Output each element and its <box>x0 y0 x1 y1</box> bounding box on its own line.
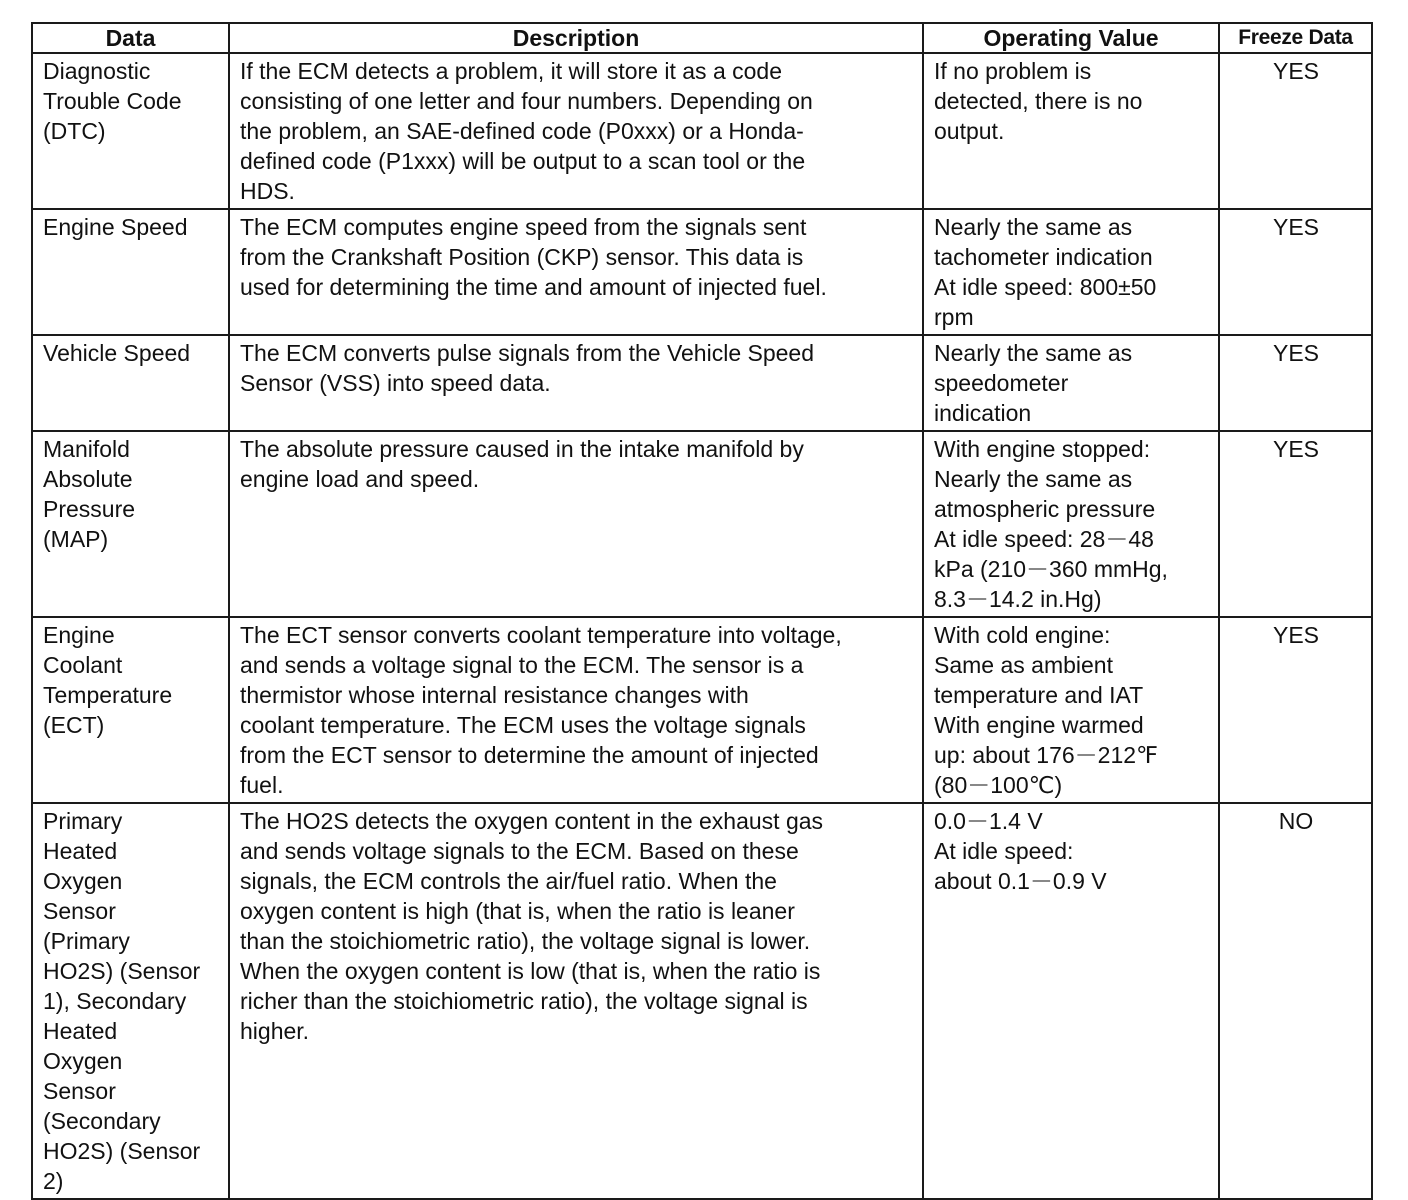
cell-line: rpm <box>934 304 974 330</box>
cell-line: Engine Speed <box>43 214 188 240</box>
cell-line: The ECM computes engine speed from the signals sent <box>240 214 807 240</box>
header-description: Description <box>229 23 923 53</box>
row-freeze-data-cell: YES <box>1219 335 1372 431</box>
cell-line: HO2S) (Sensor <box>43 1138 201 1164</box>
cell-line: 0.0－1.4 V <box>934 808 1043 834</box>
cell-line: The HO2S detects the oxygen content in the exhaust gas <box>240 808 824 834</box>
row-freeze-data-cell: YES <box>1219 617 1372 803</box>
cell-line: Engine <box>43 622 115 648</box>
cell-line: higher. <box>240 1018 310 1044</box>
cell-line: detected, there is no <box>934 88 1143 114</box>
row-data-cell <box>32 431 229 617</box>
cell-line: (DTC) <box>43 118 106 144</box>
cell-line: Absolute <box>43 466 133 492</box>
row-data-cell <box>32 209 229 335</box>
row-freeze-data-cell: YES <box>1219 209 1372 335</box>
cell-line: Diagnostic <box>43 58 151 84</box>
cell-line: If the ECM detects a problem, it will store it as a code <box>240 58 783 84</box>
cell-line: With engine warmed <box>934 712 1144 738</box>
cell-line: Manifold <box>43 436 130 462</box>
row-operating-value-cell <box>923 335 1219 431</box>
table-row <box>32 431 1372 617</box>
row-operating-value-cell <box>923 431 1219 617</box>
cell-line: (80－100℃) <box>934 772 1063 798</box>
row-freeze-data-cell: YES <box>1219 53 1372 209</box>
header-freeze-data: Freeze Data <box>1219 23 1372 53</box>
cell-line: At idle speed: 28－48 <box>934 526 1154 552</box>
cell-line: The ECM converts pulse signals from the Vehicle Speed <box>240 340 815 366</box>
cell-line: Vehicle Speed <box>43 340 191 366</box>
cell-line: (ECT) <box>43 712 105 738</box>
cell-line: Trouble Code <box>43 88 182 114</box>
cell-line: oxygen content is high (that is, when the ratio is leaner <box>240 898 795 924</box>
cell-line: With cold engine: <box>934 622 1111 648</box>
row-data-cell <box>32 803 229 1199</box>
cell-line: Sensor <box>43 898 116 924</box>
row-freeze-data-cell: YES <box>1219 431 1372 617</box>
cell-line: than the stoichiometric ratio), the voltage signal is lower. <box>240 928 811 954</box>
cell-line: Sensor <box>43 1078 116 1104</box>
cell-line: used for determining the time and amount of injected fuel. <box>240 274 827 300</box>
row-data-cell <box>32 53 229 209</box>
table-row <box>32 617 1372 803</box>
row-description-cell <box>229 617 923 803</box>
cell-line: Nearly the same as <box>934 340 1133 366</box>
row-description-cell <box>229 803 923 1199</box>
cell-line: At idle speed: <box>934 838 1074 864</box>
row-operating-value-cell <box>923 803 1219 1199</box>
cell-line: defined code (P1xxx) will be output to a scan tool or the <box>240 148 806 174</box>
cell-line: Temperature <box>43 682 173 708</box>
cell-line: atmospheric pressure <box>934 496 1156 522</box>
cell-line: At idle speed: 800±50 <box>934 274 1157 300</box>
cell-line: HDS. <box>240 178 295 204</box>
cell-line: (Primary <box>43 928 130 954</box>
cell-line: speedometer <box>934 370 1069 396</box>
cell-line: Oxygen <box>43 1048 123 1074</box>
cell-line: When the oxygen content is low (that is, when the ratio is <box>240 958 821 984</box>
cell-line: Same as ambient <box>934 652 1113 678</box>
cell-line: output. <box>934 118 1005 144</box>
cell-line: HO2S) (Sensor <box>43 958 201 984</box>
row-data-cell <box>32 335 229 431</box>
data-list-table <box>31 22 1373 1200</box>
row-operating-value-cell <box>923 53 1219 209</box>
row-operating-value-cell <box>923 617 1219 803</box>
cell-line: consisting of one letter and four numbers. Depending on <box>240 88 813 114</box>
cell-line: Heated <box>43 838 118 864</box>
cell-line: (MAP) <box>43 526 109 552</box>
row-description-cell <box>229 209 923 335</box>
row-data-cell <box>32 617 229 803</box>
cell-line: indication <box>934 400 1032 426</box>
cell-line: Heated <box>43 1018 118 1044</box>
cell-line: If no problem is <box>934 58 1092 84</box>
cell-line: richer than the stoichiometric ratio), the voltage signal is <box>240 988 808 1014</box>
cell-line: 1), Secondary <box>43 988 187 1014</box>
row-description-cell <box>229 53 923 209</box>
table-row <box>32 335 1372 431</box>
cell-line: temperature and IAT <box>934 682 1144 708</box>
cell-line: The ECT sensor converts coolant temperature into voltage, <box>240 622 842 648</box>
cell-line: 2) <box>43 1168 64 1194</box>
cell-line: from the ECT sensor to determine the amount of injected <box>240 742 819 768</box>
cell-line: tachometer indication <box>934 244 1153 270</box>
table-row <box>32 803 1372 1199</box>
row-description-cell <box>229 335 923 431</box>
header-row <box>32 23 1372 53</box>
cell-line: With engine stopped: <box>934 436 1151 462</box>
cell-line: coolant temperature. The ECM uses the voltage signals <box>240 712 806 738</box>
table-row <box>32 53 1372 209</box>
cell-line: Oxygen <box>43 868 123 894</box>
cell-line: Nearly the same as <box>934 466 1133 492</box>
cell-line: fuel. <box>240 772 284 798</box>
row-description-cell <box>229 431 923 617</box>
cell-line: The absolute pressure caused in the intake manifold by <box>240 436 804 462</box>
cell-line: Coolant <box>43 652 123 678</box>
row-freeze-data-cell: NO <box>1219 803 1372 1199</box>
row-operating-value-cell <box>923 209 1219 335</box>
cell-line: about 0.1－0.9 V <box>934 868 1107 894</box>
cell-line: Sensor (VSS) into speed data. <box>240 370 551 396</box>
cell-line: 8.3－14.2 in.Hg) <box>934 586 1102 612</box>
cell-line: kPa (210－360 mmHg, <box>934 556 1168 582</box>
cell-line: signals, the ECM controls the air/fuel ratio. When the <box>240 868 777 894</box>
cell-line: and sends a voltage signal to the ECM. The sensor is a <box>240 652 804 678</box>
cell-line: and sends voltage signals to the ECM. Based on these <box>240 838 799 864</box>
cell-line: the problem, an SAE-defined code (P0xxx) or a Honda- <box>240 118 804 144</box>
cell-line: thermistor whose internal resistance changes with <box>240 682 749 708</box>
cell-line: Primary <box>43 808 123 834</box>
cell-line: from the Crankshaft Position (CKP) sensor. This data is <box>240 244 804 270</box>
cell-line: Pressure <box>43 496 136 522</box>
cell-line: Nearly the same as <box>934 214 1133 240</box>
cell-line: (Secondary <box>43 1108 161 1134</box>
header-operating-value: Operating Value <box>923 23 1219 53</box>
header-data: Data <box>32 23 229 53</box>
table-row <box>32 209 1372 335</box>
cell-line: engine load and speed. <box>240 466 480 492</box>
cell-line: up: about 176－212℉ <box>934 742 1158 768</box>
